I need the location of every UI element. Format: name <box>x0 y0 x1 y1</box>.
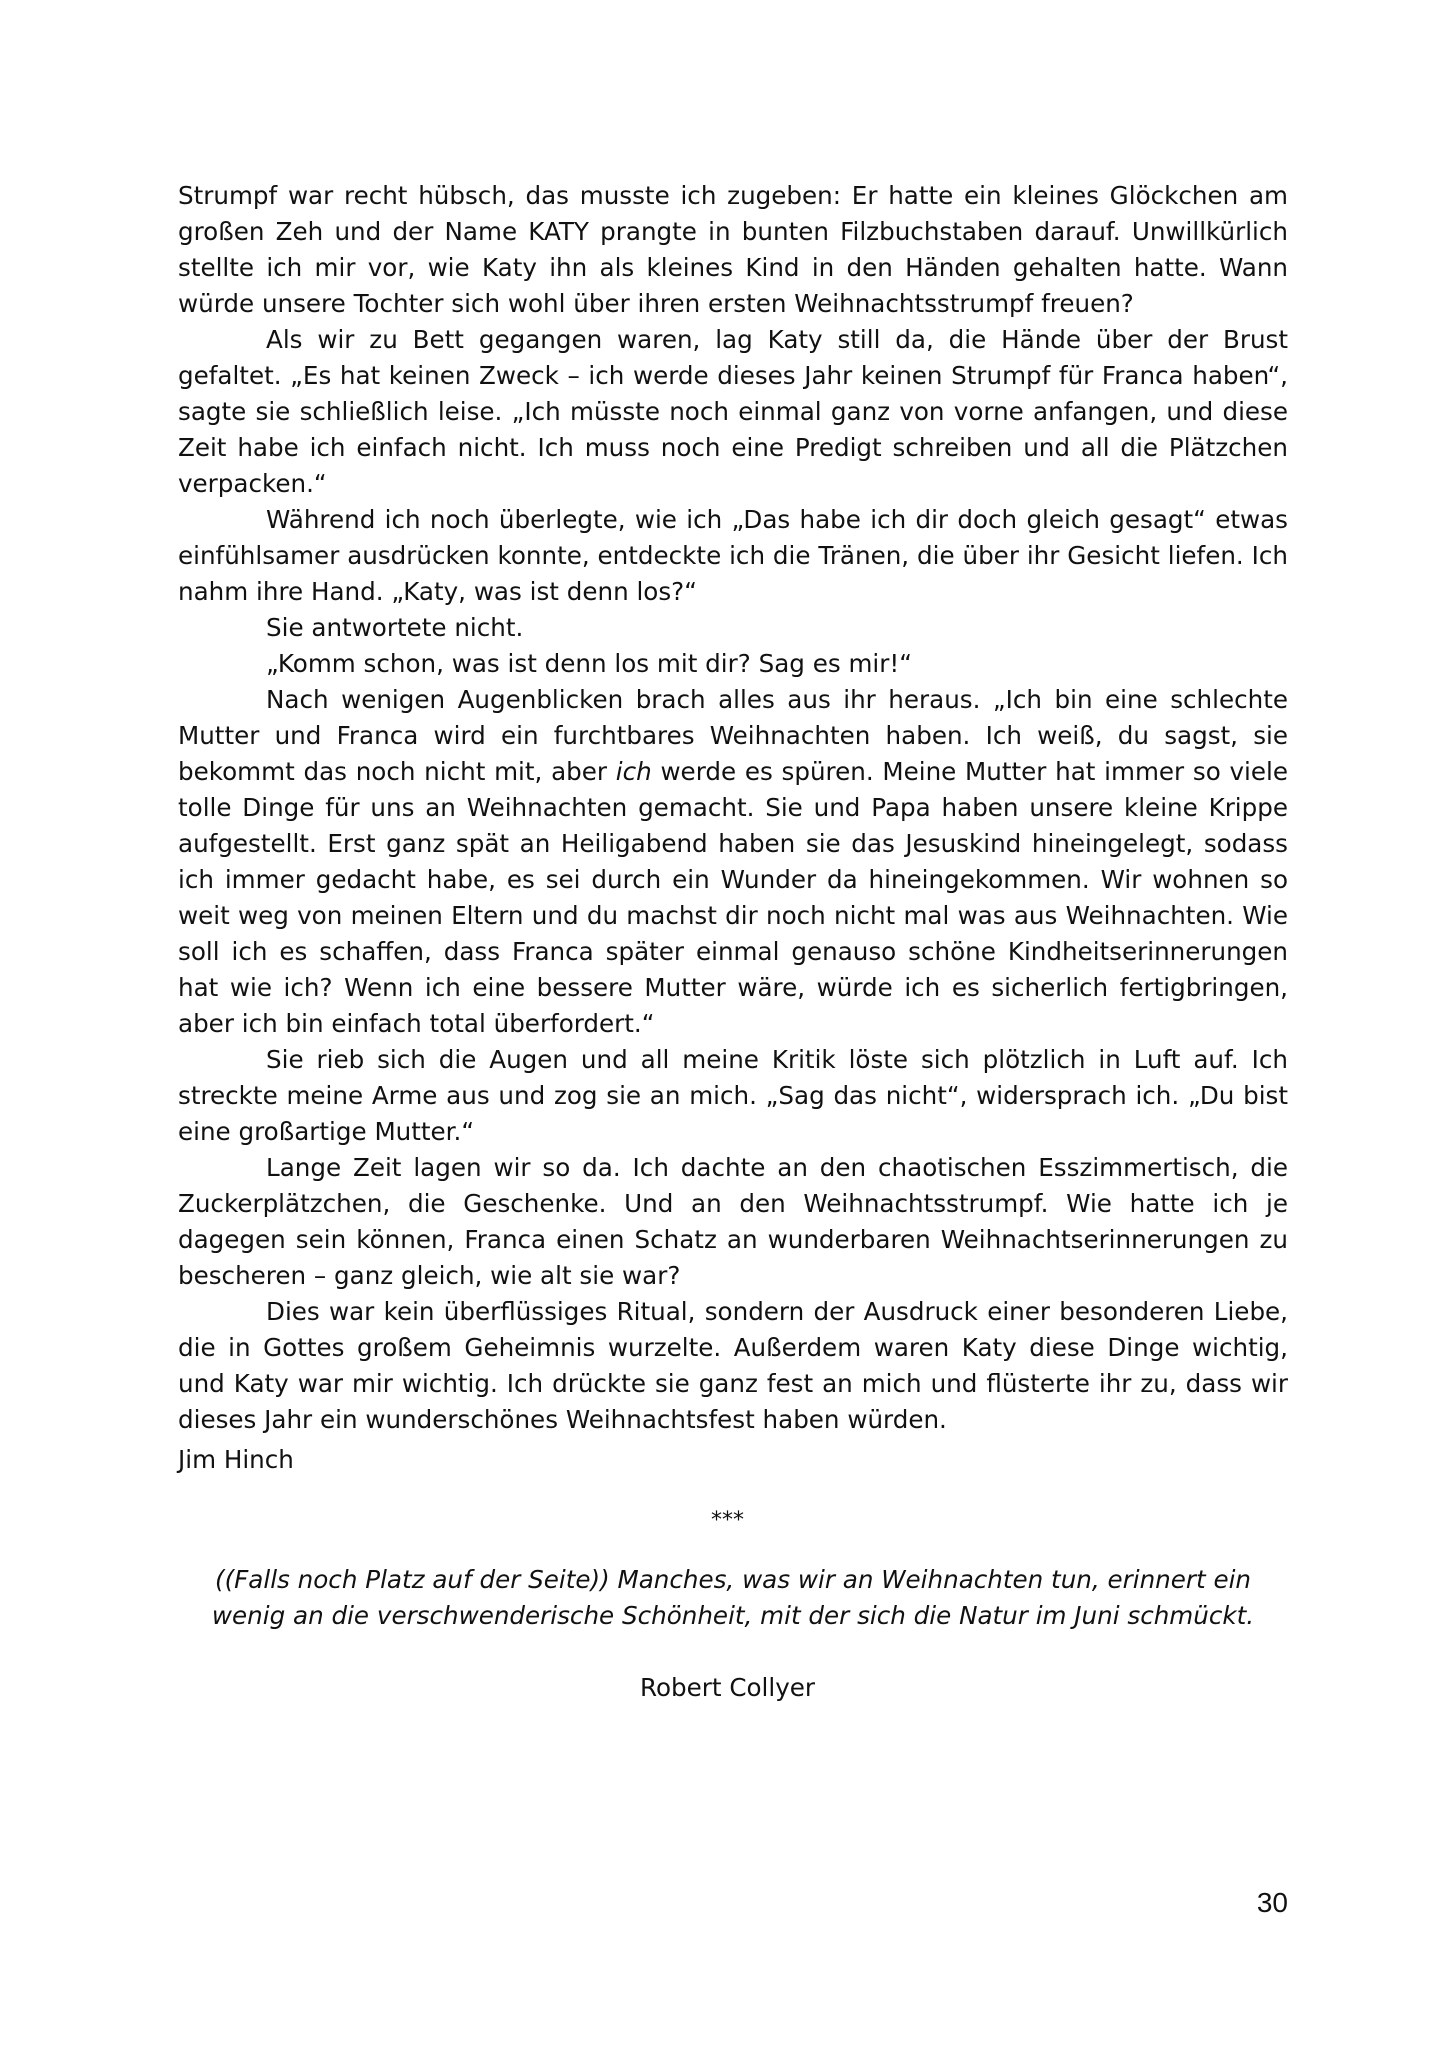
paragraph-6-emphasis: ich <box>615 757 652 786</box>
story-author: Jim Hinch <box>178 1445 294 1474</box>
paragraph-1: Strumpf war recht hübsch, das musste ich zugeben: Er hatte ein kleines Glöckchen am großen Zeh und der Name KATY prangte in bunten Filzbuchstaben darauf. Unwillkürlich stellte ich mir vor, wie Katy ihn als kleines Kind in den Händen gehalten hatte. Wann würde unsere Tochter sich wohl über ihren ersten Weihnachtsstrumpf freuen? <box>178 181 1296 318</box>
paragraph-7: Sie rieb sich die Augen und all meine Kritik löste sich plötzlich in Luft auf. Ich streckte meine Arme aus und zog sie an mich. „Sag das nicht“, widersprach ich. „Du bist eine großartige Mutter.“ <box>178 1045 1296 1146</box>
quote-author: Robert Collyer <box>639 1673 816 1702</box>
paragraph-6 <box>178 682 1296 1042</box>
paragraph-4: Sie antwortete nicht. <box>266 613 524 642</box>
story-text <box>178 178 1296 1438</box>
paragraph-9: Dies war kein überflüssiges Ritual, sondern der Ausdruck einer besonderen Liebe, die in Gottes großem Geheimnis wurzelte. Außerdem waren Katy diese Dinge wichtig, und Katy war mir wichtig. Ich drückte sie ganz fest an mich und flüsterte ihr zu, dass wir dieses Jahr ein wunderschönes Weihnachtsfest haben würden. <box>178 1297 1296 1434</box>
page-number: 30 <box>1256 1887 1288 1918</box>
filler-quote: ((Falls noch Platz auf der Seite)) Manches, was wir an Weihnachten tun, erinnert ein wenig an die verschwenderische Schönheit, mit der sich die Natur im Juni schmückt. <box>211 1565 1255 1630</box>
paragraph-3: Während ich noch überlegte, wie ich „Das habe ich dir doch gleich gesagt“ etwas einfühlsamer ausdrücken konnte, entdeckte ich die Tränen, die über ihr Gesicht liefen. Ich nahm ihre Hand. „Katy, was ist denn los?“ <box>178 505 1296 606</box>
section-separator: *** <box>711 1508 744 1533</box>
paragraph-5: „Komm schon, was ist denn los mit dir? Sag es mir!“ <box>266 649 912 678</box>
paragraph-6-end: werde es spüren. Meine Mutter hat immer so viele tolle Dinge für uns an Weihnachten gemacht. Sie und Papa haben unsere kleine Krippe aufgestellt. Erst ganz spät an Heiligabend haben sie das Jesuskind hineingelegt, sodass ich immer gedacht habe, es sei durch ein Wunder da hineingekommen. Wir wohnen so weit weg von meinen Eltern und du machst dir noch nicht mal was aus Weihnachten. Wie soll ich es schaffen, dass Franca später einmal genauso schöne Kindheitserinnerungen hat wie ich? Wenn ich eine bessere Mutter wäre, würde ich es sicherlich fertigbringen, aber ich bin einfach total überfordert.“ <box>178 757 1296 1038</box>
paragraph-6-start: Nach wenigen Augenblicken brach alles aus ihr heraus. „Ich bin eine schlechte Mutter und Franca wird ein furchtbares Weihnachten haben. Ich weiß, du sagst, sie bekommt das noch nicht mit, aber <box>178 685 1296 786</box>
paragraph-8: Lange Zeit lagen wir so da. Ich dachte an den chaotischen Esszimmertisch, die Zuckerplätzchen, die Geschenke. Und an den Weihnachtsstrumpf. Wie hatte ich je dagegen sein können, Franca einen Schatz an wunderbaren Weihnachtserinnerungen zu bescheren – ganz gleich, wie alt sie war? <box>178 1153 1296 1290</box>
paragraph-2: Als wir zu Bett gegangen waren, lag Katy still da, die Hände über der Brust gefaltet. „Es hat keinen Zweck – ich werde dieses Jahr keinen Strumpf für Franca haben“, sagte sie schließlich leise. „Ich müsste noch einmal ganz von vorne anfangen, und diese Zeit habe ich einfach nicht. Ich muss noch eine Predigt schreiben und all die Plätzchen verpacken.“ <box>178 325 1296 498</box>
